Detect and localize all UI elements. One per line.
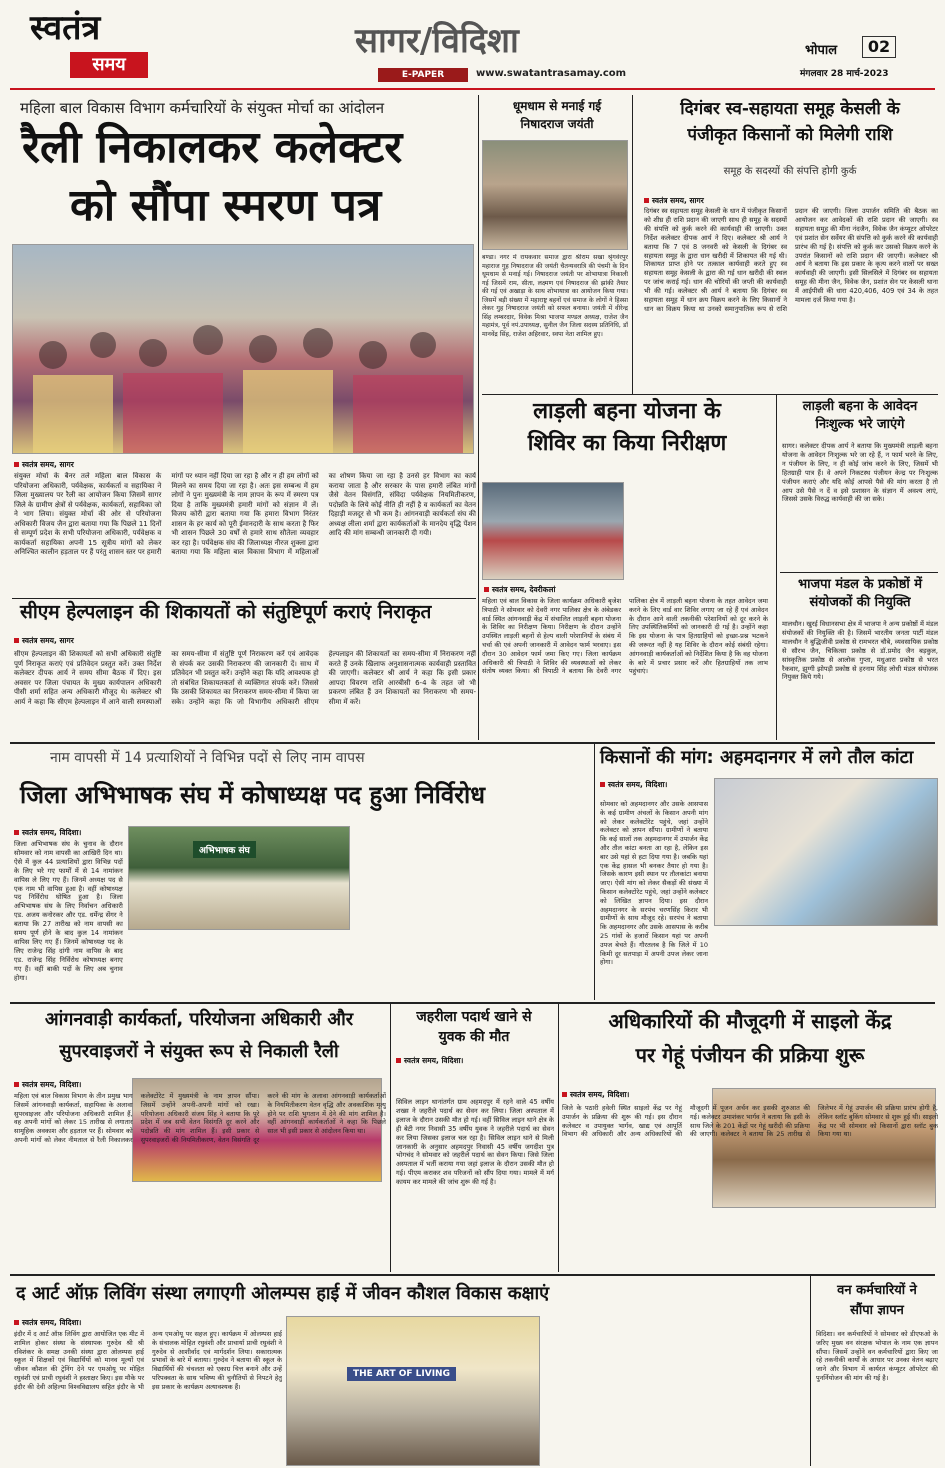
col-rule-1 [478, 95, 479, 740]
s13-byline: स्वतंत्र समय, विदिशा। [14, 1318, 81, 1328]
col-rule-4 [594, 744, 595, 1000]
col-rule-2 [632, 95, 633, 395]
s4-body: दिगंबर स्व सहायता समूह केसली के धान में पंजीकृत किसानों को शीघ्र ही राशि प्रदान की जाएगी साथ ही समूह के सदस्यों की संपत्ति को कुर्क करने की कार्यवाही की जाएगी। उक्त निर्देश कलेक्टर दीपक आर्य ने दिए। कलेक्टर श्री आर्य ने बताया कि 7 एवं 8 जनवरी को केसली के दिगंबर स्व सहायता समूह के द्वारा धान खरीदी में शिकायत की गई थी। शिकायत प्राप्त होने पर तत्काल कार्यवाही करते हुए स्व सहायता समूह केसली के द्वारा की गई धान खरीदी की स्थल पर जांच कराई गई। धान की चोरियों की जप्ती की कार्यवाही भी की गई। कलेक्टर श्री आर्य ने बताया कि दिगंबर स्व सहायता समूह में धान क्रय विक्रय करने के लिए किसानों ने धान का विक्रय किया था उनको समानुपातिक रूप से राशि प्रदान की जाएगी। जिला उपार्जन समिति की बैठक का आयोजन कर आवेदकों की राशि प्रदान की जाएगी। स्व सहायता समूह की मीना नंदजैन, विवेक जैन कंप्यूटर ऑपरेटर एवं प्रशांत सेन सर्वेयर की संपत्ति को कुर्क करने की कार्यवाही प्रारंभ की गई है। संपत्ति को कुर्क कर उसको विक्रय करने के उपरांत किसानों को राशि प्रदान की जाएगी। कलेक्टर श्री आर्य ने बताया कि इस प्रकार के कृत्य करने वालों पर सख्त कार्यवाही की जाएगी। इसी सिलसिले में दिगंबर स्व सहायता समूह की मीना जैन, विवेक जैन, प्रशांत सेन पर केसली थाना में आईपीसी की धारा 420,406, 409 एवं 34 के तहत मामला दर्ज किया गया है। [644, 207, 938, 313]
col-rule-5 [390, 1004, 391, 1272]
crowd-illustration [13, 245, 474, 454]
s9-byline: स्वतंत्र समय, विदिशा। [600, 780, 667, 790]
row-rule-3 [10, 1002, 935, 1004]
s12-headline-1: अधिकारियों की मौजूदगी में साइलो केंद्र [608, 1009, 892, 1033]
s1-headline-1: रैली निकालकर कलेक्टर [22, 122, 403, 173]
s7-body: मालथौन। खुरई विधानसभा क्षेत्र में भाजपा ने अन्य प्रकोष्ठों में मंडल संयोजकों की नियुक्ति की है। जिसमें भारतीय जनता पार्टी मंडल मालथौन ने बुद्धिजीवी प्रकोष्ठ से रामभरत चौबे, व्यवसायिक प्रकोष्ठ से सौरभ जैन, चिकित्सा प्रकोष्ठ से डॉ.प्रमोद जैन बड़कुल, सांस्कृतिक प्रकोष्ठ से आलोक गुप्ता, मधुआरा प्रकोष्ठ से भरत रैकवार, झुग्गी झोपड़ी प्रकोष्ठ से हरनाम सिंह लोधी मंडल संयोजक नियुक्त किये गये। [782, 620, 938, 682]
s8-kicker: नाम वापसी में 14 प्रत्याशियों ने विभिन्न पदों से लिए नाम वापस [50, 750, 365, 766]
col-rule-3 [776, 395, 777, 740]
s1-rule [12, 598, 476, 599]
s2-body: सीएम हेल्पलाइन की शिकायतों को सभी अधिकारी संतुष्टि पूर्ण निराकृत कराएं एवं प्रतिवेदन प्रस्तुत करें। उक्त निर्देश कलेक्टर दीपक आर्य ने समय सीमा बैठक में दिए। इस अवसर पर जिला पंचायत के मुख्य कार्यपालन अधिकारी पीसी शर्मा सहित अन्य अधिकारी मौजूद थे। कलेक्टर श्री आर्य ने कहा कि सीएम हेल्पलाइन में आने वाली समस्याओं का समय-सीमा में संतुष्टि पूर्ण निराकरण करें एवं आवेदक से संपर्क कर उसकी निराकरण की जानकारी दें। साथ में प्रतिवेदन भी प्रस्तुत करें। उन्होंने कहा कि यदि आवश्यक हो तो संबंधित शिकायतकर्ता से व्यक्तिगत संपर्क करें। जिससे कि उसकी शिकायत का निराकरण समय-सीमा में किया जा सके। उन्होंने कहा कि जो विभागीय अधिकारी सीएम हेल्पलाइन की शिकायतों का समय-सीमा में निराकरण नहीं करते हैं उनके खिलाफ अनुशासनात्मक कार्यवाही प्रस्तावित की जाएगी। कलेक्टर श्री आर्य ने कहा कि इसी प्रकार आपदा विवरण राशि आरबीसी 6-4 के तहत जो भी प्रकरण लंबित हैं उन शिकायतों का निराकरण भी समय-सीमा में करें। [14, 650, 476, 706]
s9-memorandum-photo [714, 778, 938, 926]
s7-headline-2: संयोजकों की नियुक्ति [809, 595, 911, 610]
s1-kicker: महिला बाल विकास विभाग कर्मचारियों के संयुक्त मोर्चा का आंदोलन [20, 99, 385, 117]
s14-headline-2: सौंपा ज्ञापन [850, 1303, 904, 1318]
brand-top[interactable]: स्वतंत्र [30, 8, 101, 48]
s4-byline: स्वतंत्र समय, सागर [644, 196, 704, 206]
s1-headline-2: को सौंपा स्मरण पत्र [70, 180, 382, 231]
s4-headline-1: दिगंबर स्व-सहायता समूह केसली के [680, 99, 900, 119]
col-rule-6 [558, 1004, 559, 1272]
s8-body: जिला अभिभाषक संघ के चुनाव के दौरान सोमवार को नाम वापसी का आखिरी दिन था। ऐसे में कुल 44 प्रत्याशियों द्वारा विभिन्न पदों के लिए भरे गए फार्मों में से 14 नामांकन वापिस ले लिए गए हैं। जिनमें अध्यक्ष पद से एक नाम भी वापिस हुआ है। वहीं कोषाध्यक्ष पद निर्विरोध घोषित हुआ है। जिला अभिभाषक संघ के लिए निर्वाचन अधिकारी एड. अजय कनोरकर और एड. धर्मेन्द्र सेंगर ने बताया कि 27 तारीख को नाम वापसी का समय पूर्ण होने के बाद कुल 14 नामांकन वापिस लिए गए हैं। जिनमें कोषाध्यक्ष पद के लिए राजेन्द्र सिंह दांगी नाम वापिस के बाद एड. राजेन्द्र सिंह निर्विरोध कोषाध्यक्ष बनाए गए हैं। वहीं बाकी पदों के लिए अब चुनाव होगा। [14, 840, 123, 982]
s10-headline-1: आंगनवाड़ी कार्यकर्ता, परियोजना अधिकारी और [44, 1009, 354, 1030]
s5-headline-1: लाड़ली बहना योजना के [533, 399, 721, 424]
s8-byline: स्वतंत्र समय, विदिशा। [14, 828, 81, 838]
s8-sign: अभिभाषक संघ [193, 841, 256, 858]
s9-headline: किसानों की मांग: अहमदानगर में लगे तौल कांटा [600, 747, 914, 768]
s7-headline-1: भाजपा मंडल के प्रकोष्ठों में [797, 577, 923, 592]
s5-byline: स्वतंत्र समय, देवरीकलां [484, 585, 555, 595]
s1-byline: स्वतंत्र समय, सागर [14, 460, 74, 470]
s4-rule [482, 394, 938, 395]
s6-headline-2: निःशुल्क भरे जाएंगे [815, 417, 905, 432]
page-number: 02 [862, 36, 896, 58]
row-rule-2 [10, 742, 935, 744]
s13-banner: THE ART OF LIVING [347, 1367, 456, 1381]
s6-body: सागर। कलेक्टर दीपक आर्य ने बताया कि मुख्यमंत्री लाड़ली बहना योजना के आवेदन निःशुल्क भरे जा रहे हैं, न फार्म भरने के लिए, न पंजीयन के लिए, न ही कोई जांच करने के लिए, जिसमें भी हितग्राही पात्र हैं। वे अपने निकटस्थ पंजीयन केन्द्र पर निःशुल्क पंजीयन कराएं और यदि कोई आपसे पैसे की मांग करता है तो आप उसे पैसे न दें व इसे प्रशासन के संज्ञान में अवश्य लाएं, जिससे उसके विरुद्ध कार्यवाही की जा सके। [782, 442, 938, 504]
s2-headline: सीएम हेल्पलाइन की शिकायतों को संतुष्टिपूर्ण कराएं निराकृत [20, 601, 432, 623]
s4-subhead: समूह के सदस्यों की संपत्ति होगी कुर्क [723, 166, 857, 177]
s8-headline: जिला अभिभाषक संघ में कोषाध्यक्ष पद हुआ निर्विरोध [20, 781, 485, 809]
s9-body: सोमवार को अहमदानगर और उसके आसपास के कई ग्रामीण अंचलों के किसान अपनी मांग को लेकर कलेक्टोरेट पहुंचे, जहां उन्होंने कलेक्टर को ज्ञापन सौंपा। ग्रामीणों ने बताया कि कई सालों तक अहमदानगर में उपार्जन केंद्र और तौल कांटा बनता आ रहा है, लेकिन इस बार उसे यहां से हटा दिया गया है। जबकि यहां एक केंद्र हासल भी बनकर तैयार हो गया है। जिसके कारण इसी स्थान पर तौलकांटा बनाया जाए। ऐसी मांग को लेकर सैकड़ों की संख्या में किसान कलेक्टोरेट पहुंचे, जहां उन्होंने कलेक्टर को लिखित ज्ञापन दिया। इस दौरान अहमदानगर के सरपंच चरणसिंह किरार भी ग्रामीणों के साथ मौजूद रहे। सरपंच ने बताया कि अहमदानगर और उसके आसपास के करीब 25 गांवों के हजारों किसान यहां पर अपनी उपज बेचते हैं। गौरतलब है कि जिले में 10 किमी दूर सतपाड़ा में अपनी उपज लेकर जाना होगा। [600, 800, 708, 967]
brand-bottom[interactable]: समय [70, 52, 148, 78]
city-label: भोपाल [805, 43, 838, 58]
s13-headline: द आर्ट ऑफ़ लिविंग संस्था लगाएगी ओलम्पस हाई में जीवन कौशल विकास कक्षाएं [16, 1283, 550, 1304]
s6-headline-1: लाड़ली बहना के आवेदन [802, 399, 918, 414]
s11-headline-1: जहरीला पदार्थ खाने से [416, 1009, 532, 1025]
s10-headline-2: सुपरवाइजरों ने संयुक्त रूप से निकाली रैली [59, 1041, 339, 1062]
s2-byline: स्वतंत्र समय, सागर [14, 636, 74, 646]
s1-rally-photo [12, 244, 474, 454]
s14-body: विदिशा। वन कर्मचारियों ने सोमवार को डीएफओ के जरिए मुख्य वन संरक्षक भोपाल के नाम एक ज्ञापन सौंपा। जिसमें उन्होंने वन कर्मचारियों द्वारा किए जा रहे तकनीकी कार्यों के आधार पर उनका वेतन बढ़ाए जाने और विभाग में कार्यरत कंप्यूटर ऑपरेटर की पुनर्नियोजन की मांग की गई है। [816, 1330, 938, 1382]
s6-rule [780, 572, 938, 573]
s12-body: जिले के पठारी हवेली स्थित साइलो केंद्र पर गेहूं उपार्जन के प्रक्रिया की शुरू की गई। इस दौरान कलेक्टर व उपायुक्त भार्गव, खाद्य एवं आपूर्ति विभाग की अधिकारी और अन्य अधिकारियों की मौजूदगी में पूजन अर्चन कर इसकी शुरुआत की गई। कलेक्टर उमाशंकर भार्गव ने बताया कि इसी के साथ जिले के 201 केंद्रों पर गेहूं खरीदी की प्रक्रिया की जाएगी। कलेक्टर ने बताया कि 25 तारीख से जिलेभर में गेहूं उपार्जन की प्रक्रिया प्रारंभ होगी है, लेकिन स्लॉट बुकिंग सोमवार से शुरू हुई थी। साइलो केंद्र पर भी सोमवार को किसानों द्वारा स्लॉट बुक किया गया था। [562, 1104, 938, 1139]
site-url[interactable]: www.swatantrasamay.com [476, 68, 627, 79]
s3-headline-1: धूमधाम से मनाई गई [512, 99, 602, 113]
row-rule-4 [10, 1274, 935, 1276]
s4-headline-2: पंजीकृत किसानों को मिलेगी राशि [687, 125, 893, 145]
epaper-label: E-PAPER [378, 68, 468, 82]
s3-body: बण्डा। नगर में रायकवार समाज द्वारा श्रीराम सखा श्रृंगवेरपुर महाराज गुह निषादराज की जयंती चैतन्यवरात्रि की पंचमी के दिन धूमधाम से मनाई गई। निषादराज जयंती पर शोभायात्रा निकाली गई जिसमें राम, सीता, लक्ष्मण एवं निषादराज की झांकी तैयार की गई एवं अखाड़ा के साथ शोभायात्रा का आयोजन किया गया। जिसमें बड़ी संख्या में महाराष्ट्र बहनों एवं समाज के लोगों ने हिस्सा लेकर गुह निषादराज जयंती को सफल बनाया। जयंती में वीरेन्द्र सिंह लम्बरदार, विवेक मिश्रा भाजपा मण्डल अध्यक्ष, राजेश जैन महामंत्र, पूर्व नपं.उपाध्यक्ष, सुनील जैन जिला सदस्य प्रतिनिधि, डॉ मानवेंद्र सिंह, राजेश अहिरवार, स्वपा नेता शामिल हुए। [482, 254, 628, 338]
issue-date: मंगलवार 28 मार्च-2023 [800, 69, 889, 79]
s14-headline-1: वन कर्मचारियों ने [837, 1283, 917, 1298]
s13-meeting-photo [286, 1316, 540, 1466]
s10-body: महिला एवं बाल विकास विभाग के तीन प्रमुख भाग जिसमें आंगनवाड़ी कार्यकर्ता, सहायिका के अलावा सुपरवाइजर और परियोजना अधिकारी शामिल हैं, वह अपनी मांगों को लेकर 15 तारीख से लगातार सामूहिक अवकाश और हड़ताल पर हैं। सोमवार को अपनी मांगों को लेकर नीमताल से रैली निकालकर कलेक्टोरेट में मुख्यमंत्री के नाम ज्ञापन सौंपा। जिसमें उन्होंने अपनी-अपनी मांगों को रखा। परियोजना अधिकारी संजय सिंह ने बताया कि पूरे प्रदेश में जब सभी वेतन विसंगति दूर करने और पदोन्नति की मांग शामिल हैं। इसी प्रकार से सुपरवाइजरों की नियमितीकरण, वेतन विसंगति दूर करने की मांग के अलावा आंगनवाड़ी कार्यकर्ताओं के नियमितीकरण वेतन वृद्धि और अवकाशिक मृत्यु होने पर राशि भुगतान में देने की मांग शामिल है। वहीं आंगनवाड़ी कार्यकर्ताओं ने कहा कि पिछले साल भी इसी प्रकार से आंदोलन किया था। [14, 1092, 386, 1144]
s11-headline-2: युवक की मौत [438, 1029, 510, 1045]
s12-headline-2: पर गेहूं पंजीयन की प्रक्रिया शुरू [635, 1043, 865, 1067]
s11-body: सिविल लाइन थानांतर्गत ग्राम अहमदपुर में रहने वाले 45 वर्षीय शख्स ने जहरीले पदार्थ का सेवन कर लिया। जिला अस्पताल में इलाज के दौरान उसकी मौत हो गई। वहीं सिविल लाइन थाने क्षेत्र के ही बेटी नगर निवासी 35 वर्षीय युवक ने जहरीले पदार्थ का सेवन कर लिया जिसका इलाज चल रहा है। सिविल लाइन थाने से मिली जानकारी के अनुसार अहमदपुर निवासी 45 वर्षीय जगदीश पुत्र भोगचंद ने सोमवार को जहरीले पदार्थ का सेवन किया। जिसे जिला अस्पताल में भर्ती कराया गया जहां इलाज के दौरान उसकी मौत हो गई। पीएम कराकर शव परिजनों को सौंप दिया गया। मामले में मर्ग कायम कर मामले की जांच शुरू की गई है। [396, 1098, 554, 1187]
s3-procession-photo [482, 140, 628, 250]
s1-body: संयुक्त मोर्चा के बैनर तले महिला बाल विकास के परियोजना अधिकारी, पर्यवेक्षक, कार्यकर्ता व सहायिका ने जिला मुख्यालय पर रैली का आयोजन किया जिसमें सागर जिले के ग्रामीण क्षेत्रों से पर्यवेक्षक, कार्यकर्ता, सहायिका जो ने भाग लिया। संयुक्त मोर्चा की ओर से परियोजना अधिकारी विजय जैन द्वारा बताया गया कि पिछले 11 दिनों से सम्पूर्ण प्रदेश के सभी परियोजना अधिकारी, पर्यवेक्षक व कार्यकर्ता सहायिका अपनी 15 सूत्रीय मांगों को लेकर अनिश्चित कालीन हड़ताल पर हैं परंतु शासन स्तर पर हमारी मांगों पर ध्यान नहीं दिया जा रहा है और न ही हम लोगों को मिलने का समय दिया जा रहा है। अतः इस सम्बन्ध में हम लोगों ने पुनः मुख्यमंत्री के नाम ज्ञापन के रूप में स्मरण पत्र दिया है ताकि मुख्यमंत्री हमारी मांगों को संज्ञान में लें। विजय कोरी द्वारा बताया गया कि हमारा विभाग निरंतर शासन के हर कार्य को पूरी ईमानदारी के साथ करता है फिर भी शासन पिछले 30 वर्षों से हमारे साथ सौतेला व्यवहार कर रहा है। पर्यवेक्षक संघ की जिलाध्यक्ष नीरज शुक्ला द्वारा बताया गया कि महिला बाल विकास विभाग में महिलाओं का शोषण किया जा रहा है उनसे हर विभाग का कार्य कराया जाता है और सरकार के पास हमारी लंबित मांगों जैसे वेतन विसंगति, संविदा पर्यवेक्षक नियमितीकरण, पदोन्नति के लिये कोई नीति ही नहीं है व कार्यकर्ता का वेतन दिहाड़ी मजदूर से भी कम है। आंगनवाड़ी कार्यकर्ता संघ की अध्यक्ष लीला शर्मा द्वारा कार्यकर्ताओं के मानदेय वृद्धि पेंशन आदि की मांग सम्बन्धी जानकारी दी गयी। [14, 472, 476, 556]
s10-byline: स्वतंत्र समय, विदिशा। [14, 1080, 81, 1090]
s5-body: महिला एवं बाल विकास के जिला कार्यक्रम अधिकारी बृजेश त्रिपाठी ने सोमवार को देवरी नगर पालिका क्षेत्र के अंबेडकर वार्ड स्थित आंगनवाड़ी केंद्र में संचालित लाड़ली बहना योजना के शिविर का निरीक्षण किया। निरीक्षण के दौरान उन्होंने उपस्थित लाड़ली बहनों से हेल्प वाली परेशानियों के संबंध में चर्चा की एवं अपनी जानकारी में आवेदन फार्म भरवाए। इस दौरान 30 आवेदन फार्म जमा किए गए। जिला कार्यक्रम अधिकारी श्री त्रिपाठी ने शिविर की व्यवस्थाओं को लेकर संतोष व्यक्त किया। श्री त्रिपाठी ने बताया कि देवरी नगर पालिका क्षेत्र में लाड़ली बहना योजना के तहत आवेदन जमा करने के लिए वार्ड वार शिविर लगाए जा रहे हैं एवं आवेदन के दौरान आने वाली तकनीकी परेशानियों को दूर करने के लिए उपस्थितिकर्मियों को जानकारी दी गई है। उन्होंने कहा कि इस योजना के पात्र हितग्राहियों को इच्छा-प्रश्न भटकने की जरूरत नहीं है यह शिविर के दौरान कोई संबंधी रहेगा। आंगनवाड़ी कार्यकर्ताओं को निर्देशित किया है कि वह योजना के बारे में प्रचार प्रसार करें और हितग्राहियों तक लाभ पहुंचाएं। [482, 597, 768, 676]
s11-byline: स्वतंत्र समय, विदिशा। [396, 1056, 463, 1066]
masthead-rule [10, 88, 935, 90]
s3-headline-2: निषादराज जयंती [520, 117, 594, 131]
section-title: सागर/विदिशा [355, 21, 519, 61]
masthead [0, 0, 945, 88]
col-rule-7 [810, 1276, 811, 1466]
s12-byline: स्वतंत्र समय, विदिशा। [562, 1090, 629, 1100]
s5-camp-photo [482, 482, 624, 580]
s13-body: इंदौर में द आर्ट ऑफ़ लिविंग द्वारा आयोजित एक मीट में शामिल होकर संस्था के संस्थापक गुरुदेव श्री श्री रविशंकर के समक्ष उनकी संस्था द्वारा ओलम्पस हाई स्कूल में शिक्षकों एवं विद्यार्थियों को मानव मूल्यों एवं जीवन कौशल की ट्रेनिंग देने पर एमओयू पर मोहित रघुवंशी एवं प्राची रघुवंशी ने हस्ताक्षर किए। इस मौके पर इंदौर की देवी अहिल्या विश्वविद्यालय सहित इंदौर के भी अन्य एमओयू पर सहज हुए। कार्यक्रम में ओलम्पस हाई के संचालक मोहित रघुवंशी और प्राचार्या प्राची रघुवंशी ने गुरुदेव से आशीर्वाद एवं मार्गदर्शन लिया। सकारात्मक प्रभावों के बारे में बताया। गुरुदेव ने बताया की स्कूल के विद्यार्थियों की चंचलता को एकाग्र चित्त बनाने और उन्हें परिपक्वता के साथ भविष्य की चुनौतियों से निपटने हेतु इस प्रकार के कार्यक्रम अत्यावश्यक हैं। [14, 1330, 282, 1391]
s5-headline-2: शिविर का किया निरीक्षण [527, 431, 727, 456]
